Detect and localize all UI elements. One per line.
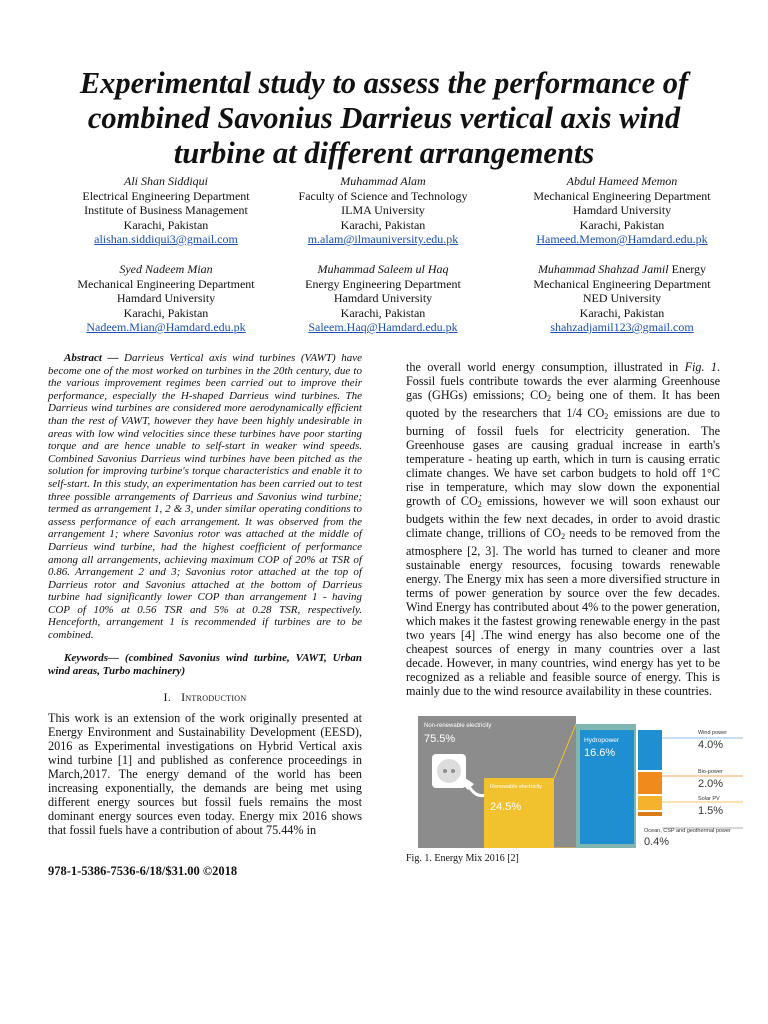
copyright-line: 978-1-5386-7536-6/18/$31.00 ©2018 (48, 864, 238, 878)
solar-value: 1.5% (698, 805, 724, 817)
author-location: Karachi, Pakistan (123, 305, 209, 320)
ocean-label: Ocean, CSP and geothermal power (644, 828, 731, 834)
intro-paragraph: This work is an extension of the work originally presented at Energy Environment and Sustainability Development (EESD), 2016 as Experimental investigations on Hybrid Vertical axis wind turbine [1] and published as conference proceedings in March,2017. The energy demand of the world has been increasing exponentially, the demands are being met using different energy sources but fossil fuels remains the most dominant energy sources even today. Energy mix 2016 shows that fossil fuels have a contribution of about 75.44% in (48, 710, 362, 838)
author-org: NED University (582, 291, 662, 305)
author-name-line (492, 262, 752, 277)
solar-bar (638, 796, 662, 810)
abstract (48, 352, 362, 642)
renewable-label: Renewable electricity (490, 784, 542, 790)
figure-caption: Fig. 1. Energy Mix 2016 [2] (406, 853, 519, 864)
author-location: Karachi, Pakistan (579, 305, 665, 320)
ocean-bar (638, 812, 662, 816)
bio-bar (638, 772, 662, 794)
author-location: Karachi, Pakistan (123, 217, 209, 232)
author-org: ILMA University (341, 203, 425, 217)
author-dept: Mechanical Engineering Department (77, 276, 255, 291)
hydropower-label: Hydropower (584, 737, 620, 744)
right-column (406, 360, 720, 698)
nonrenewable-label: Non-renewable electricity (424, 723, 492, 729)
author-email-link[interactable]: shahzadjamil123@gmail.com (550, 320, 694, 334)
author-dept: Mechanical Engineering Department (533, 188, 711, 203)
author-location: Karachi, Pakistan (579, 217, 665, 232)
author-name: Syed Nadeem Mian (119, 262, 213, 276)
paper-title: Experimental study to assess the performance of combined Savonius Darrieus vertical axis wind turbine at different arrangements (79, 66, 689, 170)
author-email-link[interactable]: Hameed.Memon@Hamdard.edu.pk (536, 232, 708, 246)
author-location: Karachi, Pakistan (340, 217, 426, 232)
author-block (492, 174, 752, 247)
author-block (253, 174, 513, 247)
wind-label: Wind power (698, 730, 728, 736)
author-block (253, 262, 513, 335)
intro-continued: the overall world energy consumption, illustrated in Fig. 1. Fossil fuels contribute towards the ever alarming Greenhouse gas (GHGs) emissions; $CO_2$ being one of them. It has been quoted by the researchers that 1/4 $CO_2$ emissions are due to burning of fossil fuels for electricity generation. The Greenhouse gases are causing gradual increase in earth's temperature - heating up earth, which in turn is causing erratic climate changes. We have set carbon budgets to hold off 1°C rise in temperature, which may slow down the exponential growth of $CO_2$ emissions, however we will soon exhaust our budgets within the few next decades, in order to avoid drastic climate change, trillions of $CO_2$ needs to be removed from the atmosphere [2, 3]. The world has turned to cleaner and more sustainable energy resources, focusing towards renewable energy. The Energy mix has seen a more diversified structure in terms of power generation by source over the few decades. Wind Energy has contributed about 4% to the power generation, which makes it the fastest growing renewable energy in the past two years [4] .The wind energy has also become one of the cheapest sources of energy in many countries over a last decade. However, in many countries, wind energy has yet to be recognized as a reliable and feasible source of energy. This is mainly due to the wind resource availability in these countries. (406, 360, 720, 698)
figure-reference: Fig. 1 (684, 360, 717, 374)
nonrenewable-value: 75.5% (424, 733, 456, 745)
abstract-text: Darrieus Vertical axis wind turbines (VAWT) have become one of the most worked on turbines in the 20th century, due to the various improvement regimes been carried out to improve their performance, especially the H-shaped Darrieus wind turbines. The Darrieus wind turbines are considered more aerodynamically efficient than the rest of VAWT, however they have been highly undesirable in areas with low wind velocities since these turbines have poor starting torque and are hence unable to self-start in weaker wind speeds. Combined Savonius Darrieus wind turbines have been pitched as the solution for improving turbine's torque characteristics and enable it to self-start. In this study, an experimentation has been carried out to test three possible arrangements of Darrieus and Savonius wind turbine; termed as arrangement 1, 2 & 3, under similar operating conditions to assess performance of each arrangement. It was observed from the arrangement 1; where Savonius rotor was attached at the middle of Darrieus wind turbine, had the highest coefficient of performance among all arrangements, achieving maximum COP of 20% at TSR of 0.86. Arrangement 2 and 3; Savonius rotor attached at the top of Darrieus rotor and Savonius attached at the bottom of Darrieus turbine had significantly lower COP than arrangement 1 - having COP of 10% at 0.56 TSR and 5% at 0.28 TSR, respectively. Henceforth, arrangement 1 is recommended if turbines are to be combined. (48, 352, 362, 642)
section-number: I. (163, 689, 172, 704)
author-dept: Faculty of Science and Technology (298, 188, 468, 203)
author-org: Hamdard University (572, 203, 672, 217)
author-name-suffix: Energy (668, 262, 707, 276)
author-email-link[interactable]: m.alam@ilmauniversity.edu.pk (307, 232, 459, 246)
author-dept: Electrical Engineering Department (82, 188, 250, 203)
author-location: Karachi, Pakistan (340, 305, 426, 320)
wind-value: 4.0% (698, 739, 724, 751)
energy-mix-figure (418, 716, 746, 848)
author-dept: Energy Engineering Department (305, 276, 461, 291)
author-name: Muhammad Alam (340, 174, 426, 188)
author-name: Muhammad Shahzad Jamil (537, 262, 669, 276)
author-org: Institute of Business Management (84, 203, 248, 217)
bio-label: Bio-power (698, 769, 723, 775)
author-name: Abdul Hameed Memon (566, 174, 678, 188)
author-name: Ali Shan Siddiqui (124, 174, 208, 188)
left-column (48, 352, 362, 838)
author-dept: Mechanical Engineering Department (533, 276, 711, 291)
ocean-value: 0.4% (644, 836, 670, 848)
section-title: Introduction (181, 689, 247, 704)
author-block (492, 262, 752, 335)
abstract-label: Abstract — (64, 352, 119, 364)
wind-bar (638, 730, 662, 770)
author-email-link[interactable]: alishan.siddiqui3@gmail.com (94, 232, 238, 246)
author-org: Hamdard University (116, 291, 216, 305)
renewable-value: 24.5% (490, 801, 522, 813)
author-email-link[interactable]: Nadeem.Mian@Hamdard.edu.pk (86, 320, 246, 334)
solar-label: Solar PV (698, 796, 720, 802)
keywords: Keywords— (combined Savonius wind turbine, VAWT, Urban wind areas, Turbo machinery) (48, 651, 362, 677)
author-email-link[interactable]: Saleem.Haq@Hamdard.edu.pk (308, 320, 458, 334)
hydropower-value: 16.6% (584, 747, 616, 759)
author-org: Hamdard University (333, 291, 433, 305)
bio-value: 2.0% (698, 778, 724, 790)
author-name: Muhammad Saleem ul Haq (317, 262, 449, 276)
section-heading (48, 690, 362, 705)
energy-mix-graphic (418, 716, 746, 848)
